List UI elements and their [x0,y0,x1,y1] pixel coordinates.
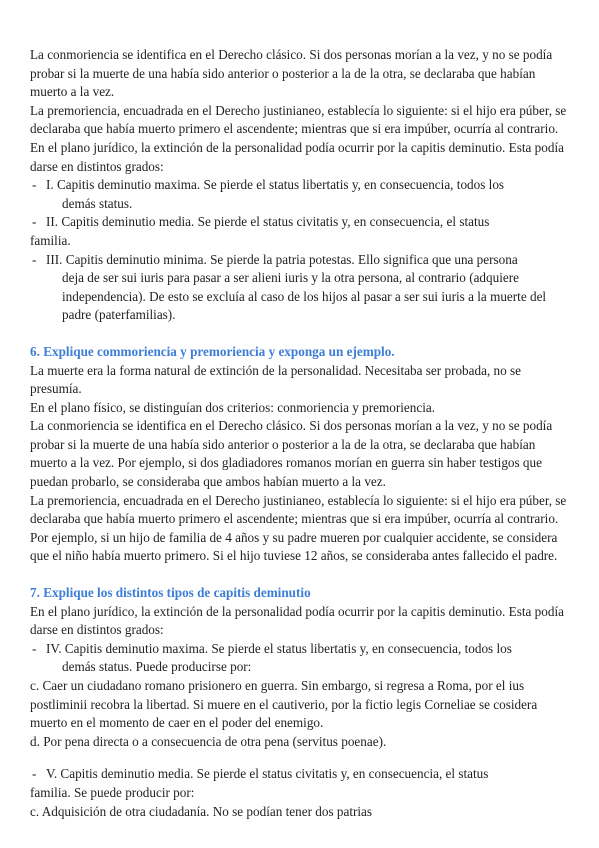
list-item-grado-5 [30,765,575,784]
text-line: podía probar si la muerte de una había sido anterior o posterior a la de la otra, se declaraba que [30,418,553,452]
paragraph-familia [30,784,575,803]
section-6-heading: 6. Explique commoriencia y premoriencia y exponga un ejemplo. [30,343,395,359]
section-7-heading: 7. Explique los distintos tipos de capitis deminutio [30,585,311,601]
paragraph-plano-juridico-2 [30,603,575,640]
list-item-grado-4 [30,640,575,677]
text-line: La conmoriencia se identifica en el Derecho clásico. Si dos personas morían a la vez, y no se [30,47,520,62]
text-line: III. Capitis deminutio minima. Se pierde la patria potestas. Ello significa que una persona [46,251,518,267]
text-line: presumía. [30,381,82,397]
text-line: familia. Se puede producir por: [30,784,195,800]
bullet-dash: - [32,177,37,193]
list-item-grado-2 [30,213,575,250]
text-line: La conmoriencia se identifica en el Derecho clásico. Si dos personas morían a la vez, y no se [30,418,520,434]
text-line: I. Capitis deminutio maxima. Se pierde el status libertatis y, en consecuencia, todos los [46,177,505,193]
bullet-dash: - [32,640,37,656]
text-line: podía darse en distintos grados: [30,603,564,638]
text-line: deja de ser sui iuris para pasar a ser alieni iuris y la otra persona, al contrario (adquiere [62,270,519,286]
text-line: demás status. [62,195,133,211]
text-line: postliminii recobra la libertad. Si muere en el cautiverio, por la fictio legis Corneliae se cosidera [30,696,538,712]
text-line: En el plano físico, se distinguían dos criterios: conmoriencia y premoriencia. [30,399,436,415]
text-line: familia. [30,232,71,248]
text-line: podía darse en distintos grados: [30,139,564,174]
text-line: púber, se declaraba que había muerto primero el ascendente; mientras que si era impúber, [30,102,567,137]
paragraph-conmoriencia [30,46,575,102]
text-line: II. Capitis deminutio media. Se pierde el status civitatis y, en consecuencia, el status [46,214,490,230]
text-line: púber, se declaraba que había muerto primero el ascendente; mientras que si era impúber, [30,492,567,527]
text-line: En el plano jurídico, la extinción de la personalidad podía ocurrir por la capitis deminutio. Esta [30,603,532,619]
paragraph-plano-fisico [30,399,575,418]
text-line: habían muerto a la vez. Por ejemplo, si dos gladiadores romanos morían en guerra sin haber [30,436,536,471]
text-line: ocurría al contrario. [453,121,559,137]
text-line: V. Capitis deminutio media. Se pierde el status civitatis y, en consecuencia, el status [46,766,489,782]
text-line: ocurría al contrario. Por ejemplo, si un hijo de familia de 4 años y su padre mueren por [30,511,559,545]
bullet-dash: - [32,251,37,267]
paragraph-plano-juridico [30,139,575,176]
text-line: c. Adquisición de otra ciudadanía. No se podían tener dos patrias [30,803,373,819]
document-page [30,46,575,821]
text-line: habían muerto a la vez. [30,65,536,100]
paragraph-conmoriencia-ejemplo [30,417,575,491]
text-line: c. Caer un ciudadano romano prisionero en guerra. Sin embargo, si regresa a Roma, por el ius [30,678,525,693]
bullet-dash: - [32,214,37,230]
text-line: se consideraba antes fallecido el padre. [351,548,558,564]
bullet-dash: - [32,766,37,782]
paragraph-prisionero [30,677,575,733]
text-line: cualquier accidente, se considera que el niño había muerto primero. Si el hijo tuviese 12 años, [30,529,558,564]
paragraph-premoriencia [30,102,575,139]
text-line: La premoriencia, encuadrada en el Derecho justinianeo, establecía lo siguiente: si el hijo era [30,102,516,118]
text-line: La premoriencia, encuadrada en el Derecho justinianeo, establecía lo siguiente: si el hijo era [30,492,516,508]
paragraph-pena [30,733,575,752]
text-line: padre (paterfamilias). [62,307,176,323]
paragraph-premoriencia-ejemplo [30,492,575,566]
text-line: testigos que puedan probarlo, se consideraba que ambos habían muerto a la vez. [30,455,542,490]
list-item-grado-3 [30,251,575,325]
list-item-grado-1 [30,176,575,213]
paragraph-ciudadania [30,803,575,822]
text-line: independencia). De esto se excluía al caso de los hijos al pasar a ser sui iuris a la muerte del [62,288,547,304]
text-line: demás status. Puede producirse por: [62,659,252,675]
text-line: podía probar si la muerte de una había sido anterior o posterior a la de la otra, se declaraba que [30,47,553,81]
text-line: muerto en el momento de caer en el poder del enemigo. [30,715,324,731]
text-line: d. Por pena directa o a consecuencia de otra pena (servitus poenae). [30,733,387,749]
text-line: La muerte era la forma natural de extinción de la personalidad. Necesitaba ser probada, no se [30,362,522,378]
text-line: En el plano jurídico, la extinción de la personalidad podía ocurrir por la capitis deminutio. Esta [30,139,532,155]
paragraph-muerte [30,362,575,399]
text-line: IV. Capitis deminutio maxima. Se pierde el status libertatis y, en consecuencia, todos los [46,640,512,656]
